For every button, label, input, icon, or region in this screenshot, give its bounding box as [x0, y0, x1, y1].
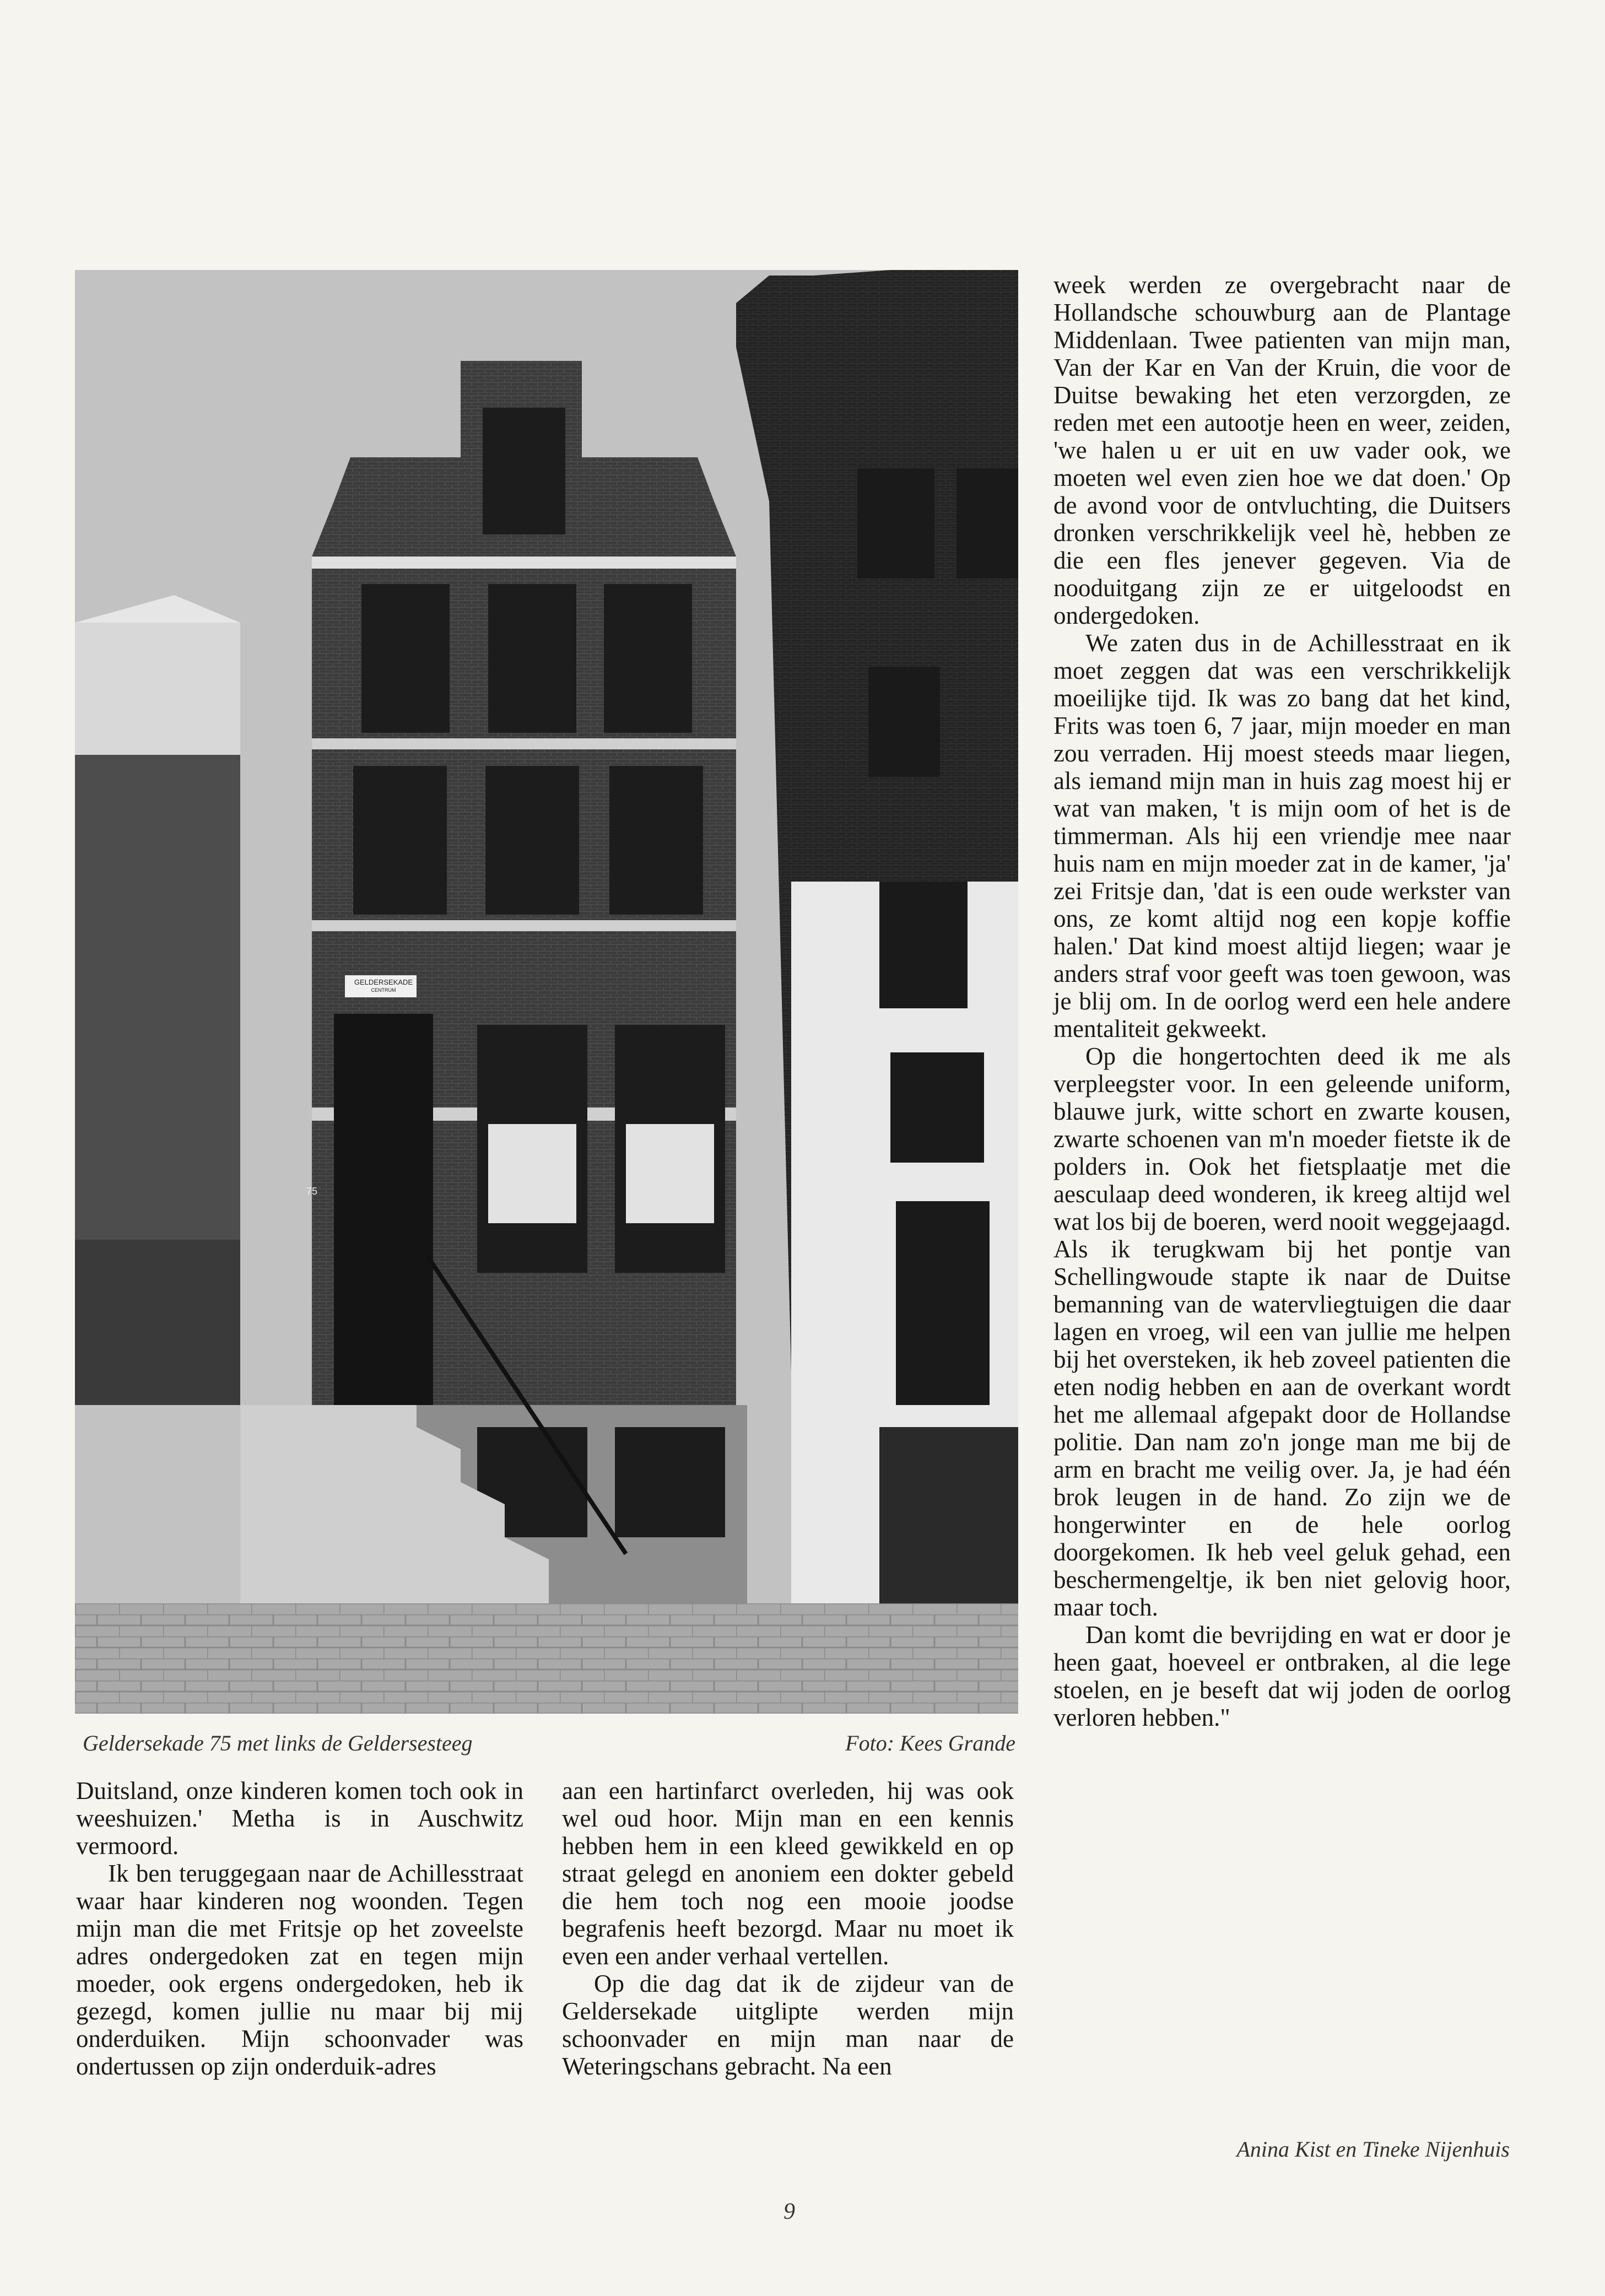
page-number: 9 — [783, 2199, 795, 2224]
building-photo — [75, 270, 1018, 1714]
paragraph: Ik ben teruggegaan naar de Achillesstraat waar haar kinderen nog woonden. Tegen mijn man die met Fritsje op het zoveelste adres ondergedoken zat en tegen mijn moeder, ook ergens ondergedoken, heb ik gezegd, komen jullie nu maar bij mij onderduiken. Mijn schoonvader was ondertussen op zijn onderduik-adres — [76, 1860, 523, 2080]
house-number: 75 — [306, 1186, 318, 1197]
paragraph: Dan komt die bevrijding en wat er door je heen gaat, hoeveel er ontbraken, al die lege stoelen, en je beseft dat wij joden de oorlog verloren hebben." — [1053, 1621, 1511, 1731]
door-plate-text — [350, 979, 417, 994]
author-signature: Anina Kist en Tineke Nijenhuis — [1236, 2137, 1510, 2162]
text-column-3 — [1053, 271, 1511, 1731]
text-column-1 — [76, 1777, 523, 2080]
text-column-2 — [562, 1777, 1014, 2080]
paragraph: Op die hongertochten deed ik me als verpleegster voor. In een geleende uniform, blauwe jurk, witte schort en zwarte kousen, zwarte schoenen van m'n moeder fietste ik de polders in. Ook het fietsplaatje met die aesculaap deed wonderen, ik kreeg altijd wel wat los bij de boeren, werd nooit weggejaagd. Als ik terugkwam bij het pontje van Schellingwoude stapte ik naar de Duitse bemanning van de watervliegtuigen die daar lagen en vroeg, wil een van jullie me helpen bij het oversteken, ik heb zoveel patienten die eten nodig hebben en aan de overkant wordt het me allemaal afgepakt door de Hollandse politie. Dan nam zo'n jonge man me bij de arm en bracht me veilig over. Ja, je had één brok leugen in de hand. Zo zijn we de hongerwinter en de hele oorlog doorgekomen. Ik heb veel geluk gehad, een beschermengeltje, ik ben niet gelovig hoor, maar toch. — [1053, 1042, 1511, 1621]
photo-illustration — [75, 270, 1018, 1714]
door-plate-label: GELDERSEKADE — [354, 978, 413, 986]
photo-caption: Geldersekade 75 met links de Geldersesteeg — [83, 1731, 473, 1755]
paragraph: We zaten dus in de Achillesstraat en ik moet zeggen dat was een verschrikkelijk moeilijke tijd. Ik was zo bang dat het kind, Frits was toen 6, 7 jaar, mijn moeder en man zou verraden. Hij moest steeds maar liegen, als iemand mijn man in huis zag moest hij er wat van maken, 't is mijn oom of het is de timmerman. Als hij een vriendje mee naar huis nam en mijn moeder zat in de kamer, 'ja' zei Fritsje dan, 'dat is een oude werkster van ons, ze komt altijd nog een kopje koffie halen.' Dat kind moest altijd liegen; waar je anders straf voor geeft was toen gewoon, was je blij om. In de oorlog werd een hele andere mentaliteit gekweekt. — [1053, 629, 1511, 1042]
photo-credit: Foto: Kees Grande — [845, 1731, 1015, 1755]
paragraph: aan een hartinfarct overleden, hij was ook wel oud hoor. Mijn man en een kennis hebben hem in een kleed gewikkeld en op straat gelegd en anoniem een dokter gebeld die hem toch nog een mooie joodse begrafenis heeft bezorgd. Maar nu moet ik even een ander verhaal vertellen. — [562, 1777, 1014, 1970]
door-plate-sublabel: CENTRUM — [371, 987, 396, 993]
paragraph: Op die dag dat ik de zijdeur van de Geldersekade uitglipte werden mijn schoonvader en mijn man naar de Weteringschans gebracht. Na een — [562, 1970, 1014, 2080]
paragraph: week werden ze overgebracht naar de Hollandsche schouwburg aan de Plantage Middenlaan. Twee patienten van mijn man, Van der Kar en Van der Kruin, die voor de Duitse bewaking het eten verzorgden, ze reden met een autootje heen en weer, zeiden, 'we halen u er uit en uw vader ook, we moeten wel even zien hoe we dat doen.' Op de avond voor de ontvluchting, die Duitsers dronken verschrikkelijk veel hè, hebben ze die een fles jenever gegeven. Via de nooduitgang zijn ze er uitgeloodst en ondergedoken. — [1053, 271, 1511, 629]
paragraph: Duitsland, onze kinderen komen toch ook in weeshuizen.' Metha is in Auschwitz vermoord. — [76, 1777, 523, 1860]
